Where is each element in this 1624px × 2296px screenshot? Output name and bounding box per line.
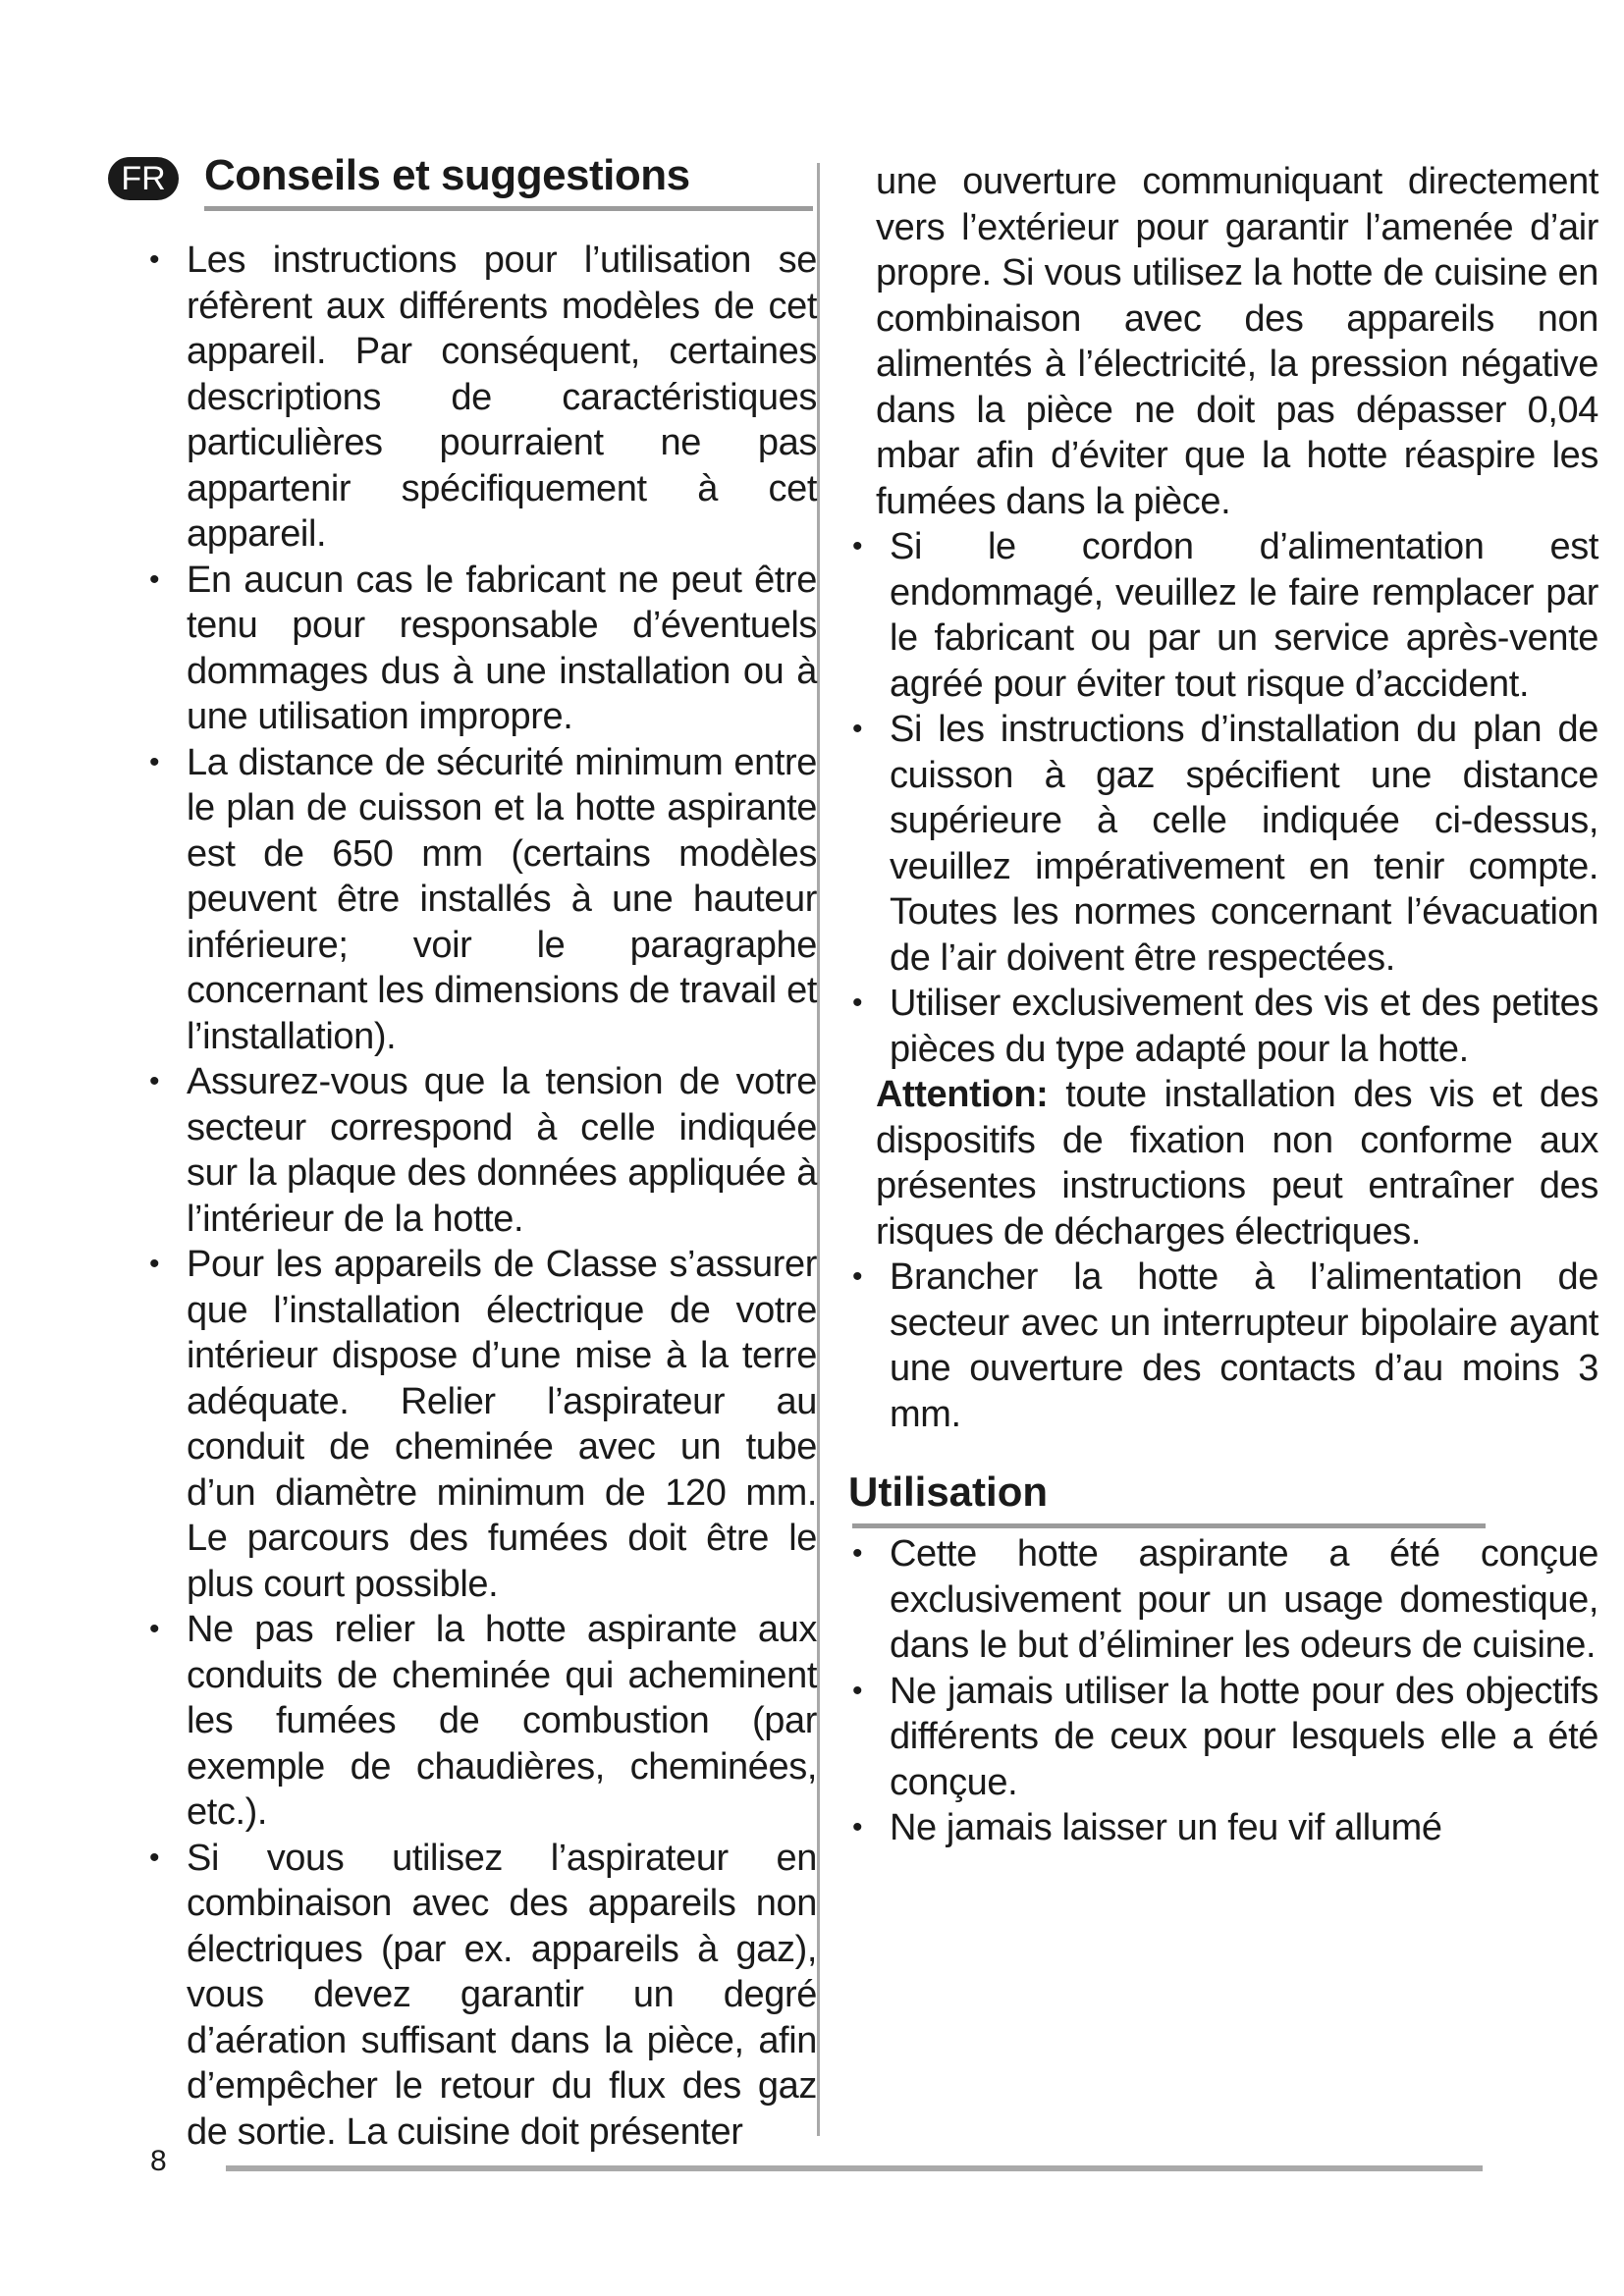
list-item: • Ne pas relier la hotte aspirante aux conduits de cheminée qui acheminent les fumées de combustion (par exemple de chaudières, cheminées, etc.). bbox=[149, 1609, 817, 1833]
list-item: • Si le cordon d’alimentation est endommagé, veuillez le faire remplacer par le fabricant ou par un service après-vente agréé pour éviter tout risque d’accident. bbox=[852, 526, 1598, 705]
bullet-icon: • bbox=[149, 745, 160, 778]
bullet-icon: • bbox=[852, 1537, 863, 1570]
left-column bbox=[121, 147, 817, 2155]
list-item: • Si vous utilisez l’aspirateur en combinaison avec des appareils non électriques (par ex. appareils à gaz), vous devez garantir un degré d’aération suffisant dans la pièce, afin d’empêcher le retour du flux des gaz de sortie. La cuisine doit présenter bbox=[149, 1837, 817, 2153]
usage-title: Utilisation bbox=[848, 1468, 1049, 1515]
bullet-icon: • bbox=[852, 1674, 863, 1707]
page-number: 8 bbox=[150, 2145, 167, 2177]
usage-heading bbox=[848, 1463, 1598, 1531]
bullet-icon: • bbox=[149, 562, 160, 596]
safety-list bbox=[149, 238, 817, 2155]
list-item: • Cette hotte aspirante a été conçue exclusivement pour un usage domestique, dans le but d’éliminer les odeurs de cuisine. bbox=[852, 1533, 1598, 1666]
section-title: Conseils et suggestions bbox=[204, 151, 690, 199]
usage-underline bbox=[852, 1523, 1486, 1528]
bullet-icon: • bbox=[149, 243, 160, 276]
attention-note bbox=[852, 1072, 1598, 1255]
bullet-icon: • bbox=[149, 1248, 160, 1280]
attention-label: Attention: bbox=[876, 1074, 1049, 1115]
bullet-icon: • bbox=[852, 1811, 863, 1843]
attention-text: toute installation des vis et des dispositifs de fixation non conforme aux présentes instructions peut entraîner des risques de décharges électriques. bbox=[876, 1074, 1598, 1253]
section-heading bbox=[121, 147, 817, 208]
bullet-icon: • bbox=[149, 1841, 160, 1874]
bullet-icon: • bbox=[852, 1260, 863, 1293]
list-item: • En aucun cas le fabricant ne peut être tenu pour responsable d’éventuels dommages dus à une installation ou à une utilisation impropre. bbox=[149, 559, 817, 737]
right-column bbox=[848, 159, 1598, 1851]
safety-list-continued bbox=[852, 524, 1598, 1072]
usage-list bbox=[852, 1531, 1598, 1851]
bullet-icon: • bbox=[852, 713, 863, 745]
footer-rule bbox=[226, 2165, 1483, 2171]
list-item: • Les instructions pour l’utilisation se réfèrent aux différents modèles de cet appareil. Par conséquent, certaines descriptions de caractéristiques particulières pourraient ne pas appartenir spécifiquement à cet appareil. bbox=[149, 240, 817, 555]
bullet-icon: • bbox=[149, 1065, 160, 1097]
continued-paragraph: une ouverture communiquant directement vers l’extérieur pour garantir l’amenée d’air propre. Si vous utilisez la hotte de cuisine en combinaison avec des appareils non alimentés à l’électricité, la pression négative dans la pièce ne doit pas dépasser 0,04 mbar afin d’éviter que la hotte réaspire les fumées dans la pièce. bbox=[876, 161, 1598, 522]
language-badge: FR bbox=[108, 157, 179, 200]
bullet-icon: • bbox=[852, 530, 863, 562]
safety-list-end bbox=[852, 1255, 1598, 1437]
list-item: • Ne jamais laisser un feu vif allumé bbox=[852, 1805, 1598, 1851]
column-divider bbox=[817, 163, 820, 2136]
list-item: • Si les instructions d’installation du plan de cuisson à gaz spécifient une distance supérieure à celle indiquée ci-dessus, veuillez impérativement en tenir compte. Toutes les normes concernant l’évacuation de l’air doivent être respectées. bbox=[852, 709, 1598, 979]
bullet-icon: • bbox=[852, 987, 863, 1019]
list-item: • Utiliser exclusivement des vis et des petites pièces du type adapté pour la hotte. bbox=[852, 983, 1598, 1070]
list-item: • Pour les appareils de Classe s’assurer que l’installation électrique de votre intérieur dispose d’une mise à la terre adéquate. Relier l’aspirateur au conduit de cheminée avec un tube d’un diamètre minimum de 120 mm. Le parcours des fumées doit être le plus court possible. bbox=[149, 1244, 817, 1605]
title-underline bbox=[204, 206, 813, 211]
list-item: • Assurez-vous que la tension de votre secteur correspond à celle indiquée sur la plaque des données appliquée à l’intérieur de la hotte. bbox=[149, 1061, 817, 1240]
list-item: • Ne jamais utiliser la hotte pour des objectifs différents de ceux pour lesquels elle a été conçue. bbox=[852, 1670, 1598, 1803]
list-item: • La distance de sécurité minimum entre le plan de cuisson et la hotte aspirante est de 650 mm (certains modèles peuvent être installés à une hauteur inférieure; voir le paragraphe concernant les dimensions de travail et l’installation). bbox=[149, 741, 817, 1057]
bullet-icon: • bbox=[149, 1613, 160, 1645]
list-item: • Brancher la hotte à l’alimentation de secteur avec un interrupteur bipolaire ayant une ouverture des contacts d’au moins 3 mm. bbox=[852, 1256, 1598, 1435]
